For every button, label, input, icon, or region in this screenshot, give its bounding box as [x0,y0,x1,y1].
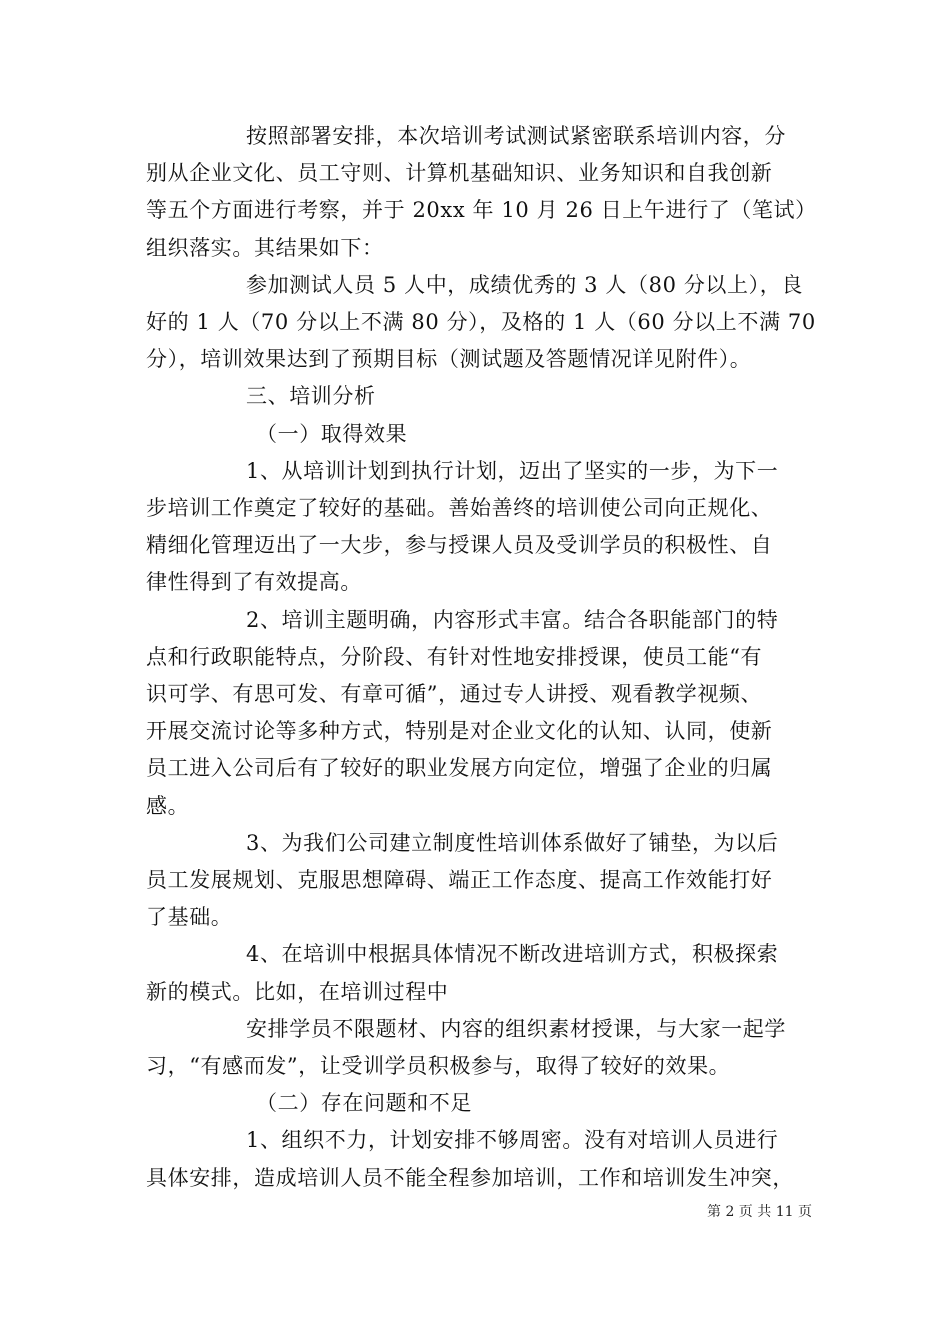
text-line: 新的模式。比如，在培训过程中 [146,979,449,1004]
text-line: 感。 [146,793,190,818]
text-line: 律性得到了有效提高。 [146,570,362,595]
text-line: 习，“有感而发”，让受训学员积极参与，取得了较好的效果。 [146,1054,731,1079]
text-line: （二）存在问题和不足 [256,1091,472,1116]
paragraph-problem-1 [146,1122,810,1196]
text-line: 员工发展规划、克服思想障碍、端正工作态度、提高工作效能打好 [146,868,773,893]
paragraph-achievement-2 [146,602,810,825]
text-line: 具体安排，造成培训人员不能全程参加培训，工作和培训发生冲突， [146,1165,794,1190]
text-line: 1、从培训计划到执行计划，迈出了坚实的一步，为下一 [246,458,779,483]
text-line: 1、组织不力，计划安排不够周密。没有对培训人员进行 [246,1128,779,1153]
paragraph-exam-arrangement [146,118,817,267]
text-line: 了基础。 [146,905,233,930]
paragraph-achievement-4 [146,936,810,1010]
text-line: 好的 1 人（70 分以上不满 80 分），及格的 1 人（60 分以上不满 70 [146,310,816,335]
text-line: 3、为我们公司建立制度性培训体系做好了铺垫，为以后 [246,830,779,855]
text-line: 三、培训分析 [246,384,376,409]
text-line: 步培训工作奠定了较好的基础。善始善终的培训使公司向正规化、 [146,496,773,521]
text-line: （一）取得效果 [256,421,408,446]
document-body [146,118,817,1197]
page-number-footer: 第 2 页 共 11 页 [707,1204,812,1220]
section-heading-training-analysis [146,378,810,415]
subsection-heading-problems [146,1085,810,1122]
paragraph-achievement-3 [146,825,810,937]
paragraph-exam-results [146,267,816,379]
paragraph-achievement-1 [146,453,810,602]
subsection-heading-achievements [146,416,810,453]
text-line: 分），培训效果达到了预期目标（测试题及答题情况详见附件）。 [146,347,752,372]
text-line: 4、在培训中根据具体情况不断改进培训方式，积极探索 [246,942,779,967]
text-line: 2、培训主题明确，内容形式丰富。结合各职能部门的特 [246,607,779,632]
text-line: 安排学员不限题材、内容的组织素材授课，与大家一起学 [246,1016,786,1041]
paragraph-achievement-4-continued [146,1011,810,1085]
text-line: 等五个方面进行考察，并于 20xx 年 10 月 26 日上午进行了（笔试） [146,198,817,223]
text-line: 精细化管理迈出了一大步，参与授课人员及受训学员的积极性、自 [146,533,773,558]
text-line: 参加测试人员 5 人中，成绩优秀的 3 人（80 分以上），良 [246,272,803,297]
text-line: 按照部署安排，本次培训考试测试紧密联系培训内容，分 [246,124,786,148]
text-line: 组织落实。其结果如下： [146,235,384,260]
text-line: 员工进入公司后有了较好的职业发展方向定位，增强了企业的归属 [146,756,773,781]
text-line: 识可学、有思可发、有章可循”，通过专人讲授、观看教学视频、 [146,682,763,707]
text-line: 点和行政职能特点，分阶段、有针对性地安排授课，使员工能“有 [146,644,763,669]
text-line: 别从企业文化、员工守则、计算机基础知识、业务知识和自我创新 [146,161,773,186]
text-line: 开展交流讨论等多种方式，特别是对企业文化的认知、认同，使新 [146,719,773,744]
